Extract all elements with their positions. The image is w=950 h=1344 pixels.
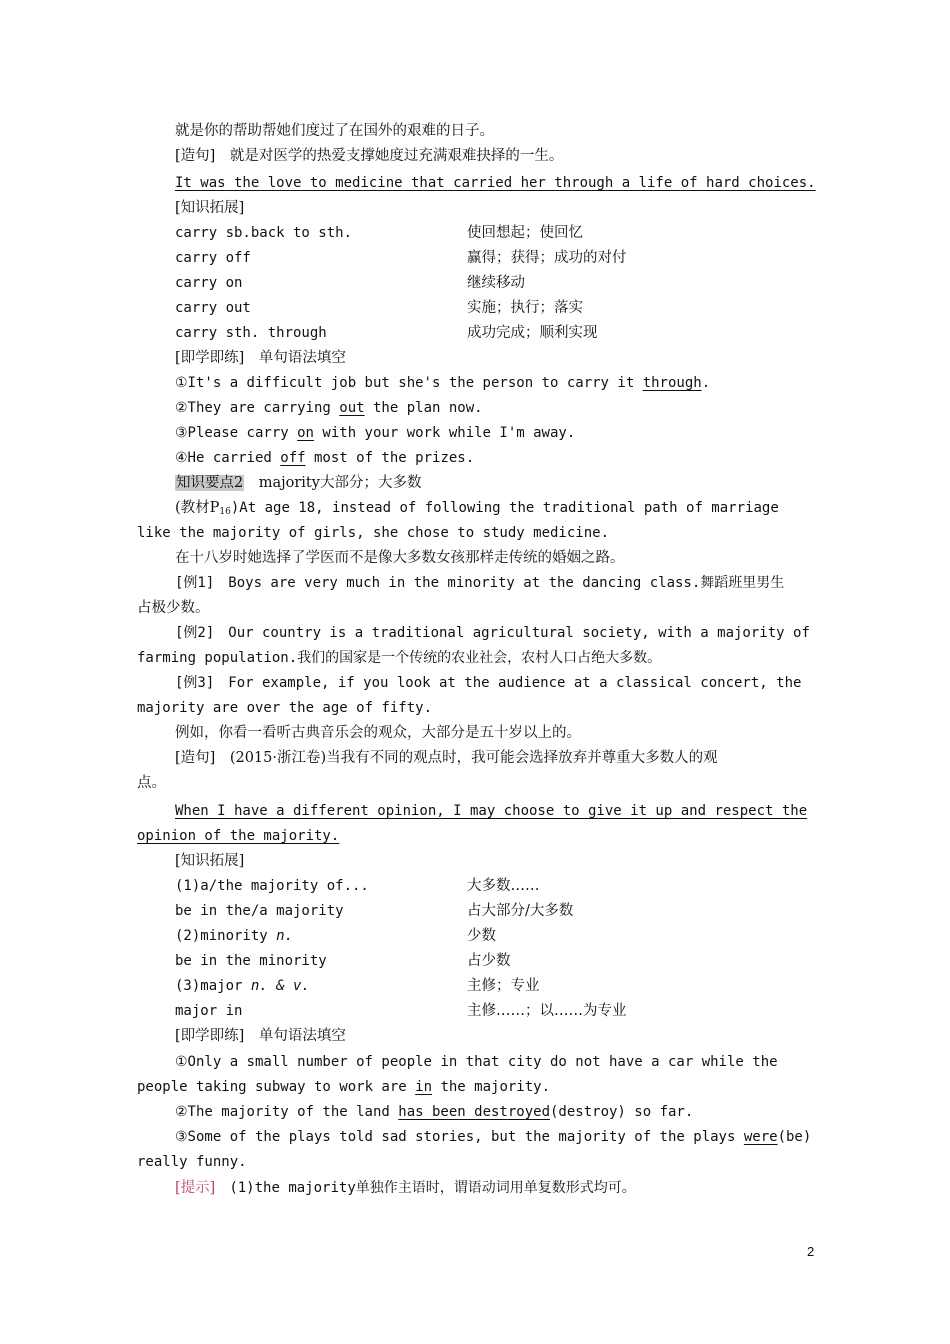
phrase-meaning: 主修……；以……为专业: [467, 1003, 627, 1019]
phrase-meaning: 占大部分/大多数: [467, 903, 574, 919]
section-heading: [即学即练] 单句语法填空: [175, 350, 346, 366]
exercise-text: ②The majority of the land: [175, 1104, 399, 1120]
phrase-row: [175, 296, 251, 321]
tip-text: (1)the majority单独作主语时，谓语动词用单复数形式均可。: [215, 1180, 636, 1196]
exercise-text: (be): [777, 1129, 812, 1145]
phrase-row: [175, 271, 242, 296]
example-line: [例1] Boys are very much in the minority at the dancing class.舞蹈班里男生: [175, 575, 785, 591]
exercise-answer: on: [297, 425, 314, 441]
exercise-item: [137, 1075, 550, 1100]
english-answer-sentence: When I have a different opinion, I may choose to give it up and respect the: [175, 803, 808, 819]
exercise-answer: through: [642, 375, 702, 391]
chinese-sentence: 就是对医学的热爱支撑她度过充满艰难抉择的一生。: [229, 148, 564, 164]
phrase-row: be in the minority: [175, 953, 327, 969]
phrase-en: carry sth. through: [175, 325, 327, 341]
exercise-answer: off: [280, 450, 306, 466]
example-line: farming population.我们的国家是一个传统的农业社会，农村人口占绝大多数。: [137, 650, 662, 666]
sentence-making-line: 点。: [137, 775, 166, 791]
section-heading: [知识拓展]: [175, 853, 245, 869]
part-of-speech: n. & v.: [250, 978, 310, 994]
exercise-answer: has been destroyed: [398, 1104, 550, 1120]
exercise-answer: in: [415, 1079, 433, 1095]
phrase-row: [175, 221, 352, 246]
exercise-text: the plan now.: [364, 400, 483, 416]
tip-label: [提示]: [175, 1180, 216, 1196]
phrase-row: [175, 246, 251, 271]
exercise-item: [175, 371, 710, 396]
example-line: majority are over the age of fifty.: [137, 700, 433, 716]
sentence-making-line: [造句] (2015·浙江卷)当我有不同的观点时，我可能会选择放弃并尊重大多数人的观: [175, 750, 718, 766]
exercise-answer: were: [743, 1129, 778, 1145]
exercise-answer: out: [339, 400, 365, 416]
source-text: (教材P: [175, 500, 220, 516]
knowledge-point-heading: [175, 471, 421, 496]
phrase-en: carry sb.back to sth.: [175, 225, 353, 241]
phrase-meaning: 使回想起；使回忆: [467, 225, 583, 241]
example-line: [例2] Our country is a traditional agricultural society, with a majority of: [175, 625, 810, 641]
exercise-text: (destroy) so far.: [550, 1104, 694, 1120]
knowledge-point-title: majority大部分；大多数: [258, 475, 422, 491]
phrase-meaning: 占少数: [467, 953, 511, 969]
example-line: 占极少数。: [137, 600, 210, 616]
phrase-row: be in the/a majority: [175, 903, 344, 919]
phrase-en: carry on: [175, 275, 243, 291]
source-text: )At age 18, instead of following the traditional path of marriage: [230, 500, 779, 516]
phrase-meaning: 实施；执行；落实: [467, 300, 583, 316]
phrase-en: carry off: [175, 250, 251, 266]
phrase-meaning: 少数: [467, 928, 496, 944]
tag-label: [造句]: [175, 148, 216, 164]
phrase-meaning: 继续移动: [467, 275, 525, 291]
textbook-source-line: like the majority of girls, she chose to study medicine.: [137, 525, 610, 541]
part-of-speech: n.: [276, 928, 294, 944]
knowledge-point-label: 知识要点2: [176, 475, 244, 491]
source-page: 16: [219, 507, 231, 517]
english-answer-sentence: opinion of the majority.: [137, 828, 340, 844]
phrase-meaning: 赢得；获得；成功的对付: [467, 250, 627, 266]
phrase-en: carry out: [175, 300, 251, 316]
section-heading: [即学即练] 单句语法填空: [175, 1028, 346, 1044]
paragraph-line: 就是你的帮助帮她们度过了在国外的艰难的日子。: [175, 123, 494, 139]
exercise-text: most of the prizes.: [305, 450, 475, 466]
tip-line: [175, 1176, 636, 1201]
phrase-meaning: 大多数……: [467, 878, 540, 894]
exercise-text: ②They are carrying: [175, 400, 340, 416]
phrase-row: [175, 974, 310, 999]
phrase-meaning: 主修；专业: [467, 978, 540, 994]
phrase-row: [175, 321, 327, 346]
exercise-text: ③Some of the plays told sad stories, but the majority of the plays: [175, 1129, 744, 1145]
exercise-text: the majority.: [432, 1079, 551, 1095]
exercise-item: [175, 1125, 811, 1150]
exercise-item: [175, 446, 474, 471]
phrase-meaning: 成功完成；顺利实现: [467, 325, 598, 341]
translation-line: 在十八岁时她选择了学医而不是像大多数女孩那样走传统的婚姻之路。: [175, 550, 625, 566]
phrase-en: (3)major: [175, 978, 251, 994]
exercise-text: ③Please carry: [175, 425, 298, 441]
sentence-making-line: [175, 144, 563, 169]
example-line: [例3] For example, if you look at the audience at a classical concert, the: [175, 675, 802, 691]
exercise-item: [175, 396, 483, 421]
exercise-item: really funny.: [137, 1154, 247, 1170]
phrase-row: [175, 924, 293, 949]
exercise-item: ①Only a small number of people in that city do not have a car while the: [175, 1054, 778, 1070]
page-number: 2: [807, 1244, 815, 1259]
phrase-row: (1)a/the majority of...: [175, 878, 369, 894]
section-heading: [知识拓展]: [175, 200, 245, 216]
exercise-item: [175, 421, 575, 446]
phrase-en: (2)minority: [175, 928, 277, 944]
exercise-text: people taking subway to work are: [137, 1079, 416, 1095]
exercise-item: [175, 1100, 693, 1125]
exercise-text: ①It's a difficult job but she's the person to carry it: [175, 375, 643, 391]
exercise-text: .: [701, 375, 711, 391]
english-answer-sentence: It was the love to medicine that carried her through a life of hard choices.: [175, 175, 816, 191]
exercise-text: with your work while I'm away.: [313, 425, 576, 441]
phrase-row: major in: [175, 1003, 243, 1019]
exercise-text: ④He carried: [175, 450, 281, 466]
translation-line: 例如，你看一看听古典音乐会的观众，大部分是五十岁以上的。: [175, 725, 581, 741]
